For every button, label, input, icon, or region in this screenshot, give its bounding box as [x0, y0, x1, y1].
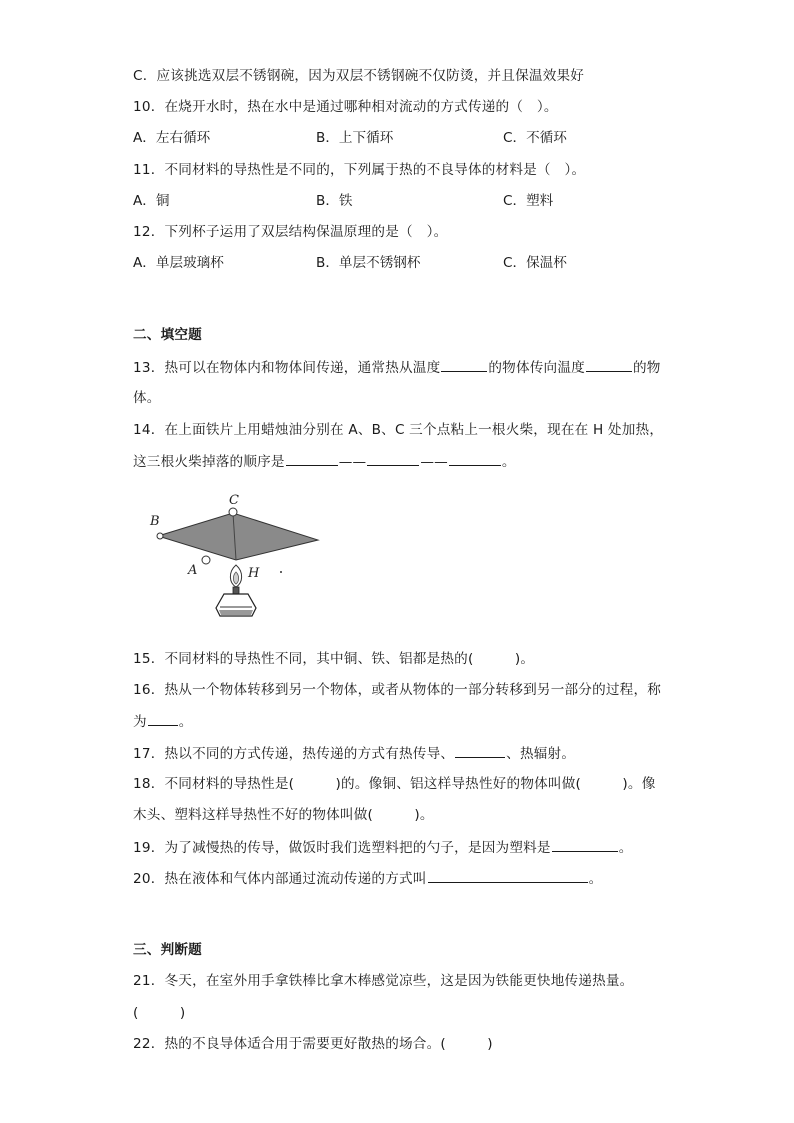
q13-line2: 体。	[133, 390, 161, 406]
q11-stem: 11．不同材料的导热性是不同的，下列属于热的不良导体的材料是（ ）。	[133, 162, 586, 178]
q14-dash1: ——	[338, 454, 367, 470]
label-c: C	[229, 493, 239, 508]
section-judge-title: 三、判断题	[133, 942, 202, 958]
q20-line	[133, 869, 602, 888]
q13-part1: 13．热可以在物体内和物体间传递，通常热从温度	[133, 360, 441, 376]
q22-text: 22．热的不良导体适合用于需要更好散热的场合。( )	[133, 1036, 493, 1052]
dot-mark	[280, 571, 282, 573]
q11-option-b[interactable]: B．铁	[316, 193, 353, 209]
q16-line2	[133, 712, 193, 731]
q10-option-c[interactable]: C．不循环	[503, 130, 567, 146]
q11-option-a[interactable]: A．铜	[133, 193, 170, 209]
q16-prefix: 为	[133, 714, 147, 730]
lamp-liquid	[219, 610, 253, 615]
q15-text: 15．不同材料的导热性不同，其中铜、铁、铝都是热的( )。	[133, 651, 535, 667]
q14-line1: 14．在上面铁片上用蜡烛油分别在 A、B、C 三个点粘上一根火柴，现在在 H 处加热，	[133, 422, 664, 438]
q14-blank3[interactable]	[449, 452, 501, 466]
q14-end: 。	[501, 454, 516, 470]
q18-line2: 木头、塑料这样导热性不好的物体叫做( )。	[133, 807, 434, 823]
q20-end: 。	[588, 871, 603, 887]
match-point-c	[229, 508, 237, 516]
q19-end: 。	[618, 840, 633, 856]
q12-option-c[interactable]: C．保温杯	[503, 255, 567, 271]
q13-blank1[interactable]	[441, 358, 487, 372]
label-a: A	[188, 563, 198, 578]
q11-options	[133, 192, 733, 210]
q17-blank[interactable]	[455, 744, 505, 758]
q14-line2	[133, 452, 516, 471]
iron-sheet-shape	[158, 513, 318, 560]
q11-option-c[interactable]: C．塑料	[503, 193, 554, 209]
q13-blank2[interactable]	[586, 358, 632, 372]
q14-blank1[interactable]	[286, 452, 338, 466]
q12-option-b[interactable]: B．单层不锈钢杯	[316, 255, 421, 271]
q9-option-c: C．应该挑选双层不锈钢碗，因为双层不锈钢碗不仅防烫，并且保温效果好	[133, 68, 585, 84]
q14-prefix: 这三根火柴掉落的顺序是	[133, 454, 285, 470]
q16-end: 。	[178, 714, 193, 730]
q16-blank[interactable]	[148, 712, 178, 726]
q20-blank[interactable]	[428, 869, 588, 883]
q10-stem: 10．在烧开水时，热在水中是通过哪种相对流动的方式传递的（ ）。	[133, 99, 558, 115]
q21-answer-paren[interactable]: ( )	[133, 1005, 186, 1021]
q21-line1: 21．冬天，在室外用手拿铁棒比拿木棒感觉凉些，这是因为铁能更快地传递热量。	[133, 973, 634, 989]
q18-line1: 18．不同材料的导热性是( )的。像铜、铝这样导热性好的物体叫做( )。像	[133, 776, 656, 792]
q19-prefix: 19．为了减慢热的传导，做饭时我们选塑料把的勺子，是因为塑料是	[133, 840, 551, 856]
q16-line1: 16．热从一个物体转移到另一个物体，或者从物体的一部分转移到另一部分的过程，称	[133, 682, 662, 698]
q14-dash2: ——	[420, 454, 448, 470]
match-point-b	[157, 533, 163, 539]
q17-suffix: 、热辐射。	[506, 746, 576, 762]
section-fill-in-title: 二、填空题	[133, 327, 202, 343]
q12-options	[133, 254, 733, 272]
match-point-a	[202, 556, 210, 564]
label-b: B	[150, 514, 160, 529]
q10-options	[133, 129, 733, 147]
q12-option-a[interactable]: A．单层玻璃杯	[133, 255, 224, 271]
q19-line	[133, 838, 633, 857]
q13-line1	[133, 358, 661, 377]
q13-part2: 的物体传向温度	[488, 360, 585, 376]
q20-prefix: 20．热在液体和气体内部通过流动传递的方式叫	[133, 871, 427, 887]
q14-blank2[interactable]	[367, 452, 419, 466]
q17-line	[133, 744, 575, 763]
q13-part3: 的物	[632, 360, 661, 376]
q17-prefix: 17．热以不同的方式传递，热传递的方式有热传导、	[133, 746, 455, 762]
label-h: H	[248, 566, 260, 581]
iron-sheet-diagram	[140, 488, 330, 624]
lamp-wick-icon	[233, 587, 239, 594]
q10-option-b[interactable]: B．上下循环	[316, 130, 394, 146]
inner-flame-icon	[233, 572, 238, 584]
q19-blank[interactable]	[552, 838, 618, 852]
q10-option-a[interactable]: A．左右循环	[133, 130, 211, 146]
q12-stem: 12．下列杯子运用了双层结构保温原理的是（ ）。	[133, 224, 448, 240]
